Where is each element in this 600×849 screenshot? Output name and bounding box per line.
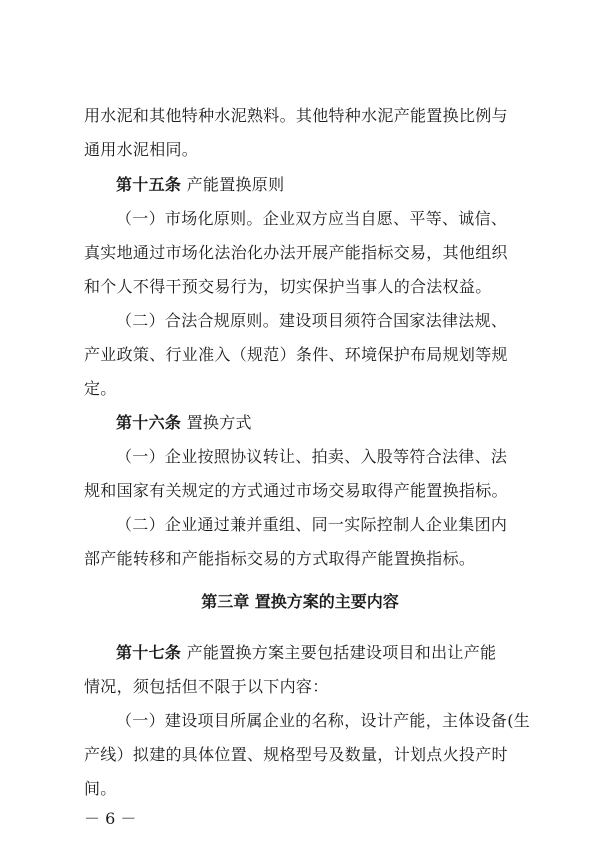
- paragraph-line: （一）市场化原则。企业双方应当自愿、平等、诚信、: [116, 209, 508, 228]
- article-15-subject: 产能置换原则: [186, 175, 285, 194]
- paragraph-line: （二）合法合规原则。建设项目须符合国家法律法规、: [116, 311, 508, 330]
- chapter-heading: 第三章 置换方案的主要内容: [201, 592, 399, 611]
- paragraph-line: （一）企业按照协议转让、拍卖、入股等符合法律、法: [116, 447, 508, 466]
- paragraph-line: 规和国家有关规定的方式通过市场交易取得产能置换指标。: [84, 481, 508, 500]
- paragraph-line: 情况，须包括但不限于以下内容：: [84, 677, 329, 696]
- paragraph-line: 间。: [84, 779, 117, 798]
- paragraph-line: 部产能转移和产能指标交易的方式取得产能置换指标。: [84, 549, 476, 568]
- paragraph-line: 用水泥和其他特种水泥熟料。其他特种水泥产能置换比例与: [84, 106, 508, 125]
- article-17-heading: [116, 642, 526, 664]
- paragraph-line: 定。: [84, 379, 117, 398]
- article-17-subject: 产能置换方案主要包括建设项目和出让产能: [186, 643, 497, 662]
- article-16-subject: 置换方式: [186, 413, 252, 432]
- paragraph-line: （一）建设项目所属企业的名称，设计产能，主体设备(生: [116, 711, 531, 730]
- paragraph-line: （二）企业通过兼并重组、同一实际控制人企业集团内: [116, 515, 508, 534]
- page-number: － 6 －: [84, 809, 137, 828]
- article-16-title: 第十六条: [116, 413, 182, 432]
- paragraph-line: 和个人不得干预交易行为，切实保护当事人的合法权益。: [84, 277, 492, 296]
- paragraph-line: 产业政策、行业准入（规范）条件、环境保护布局规划等规: [84, 345, 508, 364]
- paragraph-line: 产线）拟建的具体位置、规格型号及数量，计划点火投产时: [84, 745, 508, 764]
- article-15-title: 第十五条: [116, 175, 182, 194]
- article-15-heading: [116, 174, 526, 196]
- paragraph-line: 通用水泥相同。: [84, 140, 199, 159]
- article-16-heading: [116, 412, 526, 434]
- paragraph-line: 真实地通过市场化法治化办法开展产能指标交易，其他组织: [84, 243, 508, 262]
- article-17-title: 第十七条: [116, 643, 182, 662]
